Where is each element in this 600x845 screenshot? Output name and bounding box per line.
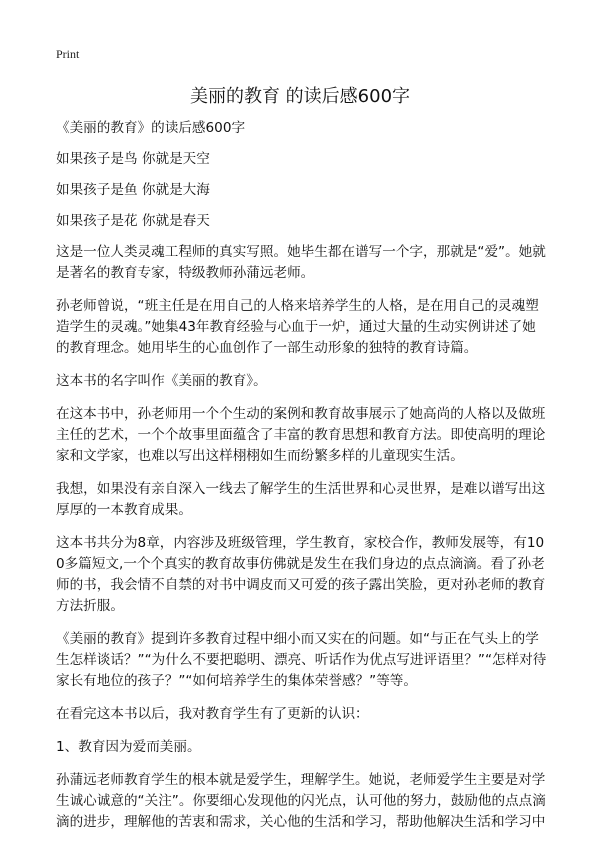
paragraph: 在看完这本书以后，我对教育学生有了更新的认识：: [56, 706, 369, 722]
body-subtitle: 《美丽的教育》的读后感600字: [56, 120, 246, 136]
print-label: Print: [56, 47, 80, 61]
paragraph: 孙老师曾说，“班主任是在用自己的人格来培养学生的人格，是在用自己的灵魂塑造学生的灵魂。”她集43年教育经验与心血于一炉，通过大量的生动实例讲述了她的教育理念。她用毕生的心血创作了一部生动形象的独特的教育诗篇。: [56, 298, 539, 356]
poem-line: 如果孩子是鱼 你就是大海: [56, 182, 210, 198]
paragraph: 在这本书中，孙老师用一个个生动的案例和教育故事展示了她高尚的人格以及做班主任的艺术，一个个故事里面蕴含了丰富的教育思想和教育方法。即使高明的理论家和文学家，也难以写出这样栩栩如生而纷繁多样的儿童现实生活。: [56, 406, 546, 464]
section-heading: 1、教育因为爱而美丽。: [56, 739, 201, 755]
poem-line: 如果孩子是花 你就是春天: [56, 213, 210, 229]
paragraph: 《美丽的教育》提到许多教育过程中细小而又实在的问题。如“与正在气头上的学生怎样谈话？”“为什么不要把聪明、漂亮、听话作为优点写进评语里？”“怎样对待家长有地位的孩子？”“如何培养学生的集体荣誉感？”等等。: [56, 631, 547, 689]
document-title: 美丽的教育 的读后感600字: [189, 86, 411, 107]
document-body: [56, 118, 548, 845]
paragraph: 这是一位人类灵魂工程师的真实写照。她毕生都在谱写一个字，那就是“爱”。她就是著名的教育专家，特级教师孙蒲远老师。: [56, 244, 546, 281]
paragraph: 孙蒲远老师教育学生的根本就是爱学生，理解学生。她说，老师爱学生主要是对学生诚心诚意的“关注”。你要细心发现他的闪光点，认可他的努力，鼓励他的点点滴滴的进步，理解他的苦衷和需求，关心他的生活和学习，帮助他解决生活和学习中: [56, 772, 546, 830]
paragraph: 这本书共分为8章，内容涉及班级管理，学生教育，家校合作，教师发展等，有100多篇短文,一个个真实的教育故事仿佛就是发生在我们身边的点点滴滴。看了孙老师的书，我会情不自禁的对书中调皮而又可爱的孩子露出笑脸，更对孙老师的教育方法折服。: [56, 535, 546, 614]
poem-line: 如果孩子是鸟 你就是天空: [56, 151, 210, 167]
paragraph: 这本书的名字叫作《美丽的教育》。: [56, 373, 267, 389]
paragraph: 我想，如果没有亲自深入一线去了解学生的生活世界和心灵世界，是难以谱写出这厚厚的一本教育成果。: [56, 481, 546, 518]
